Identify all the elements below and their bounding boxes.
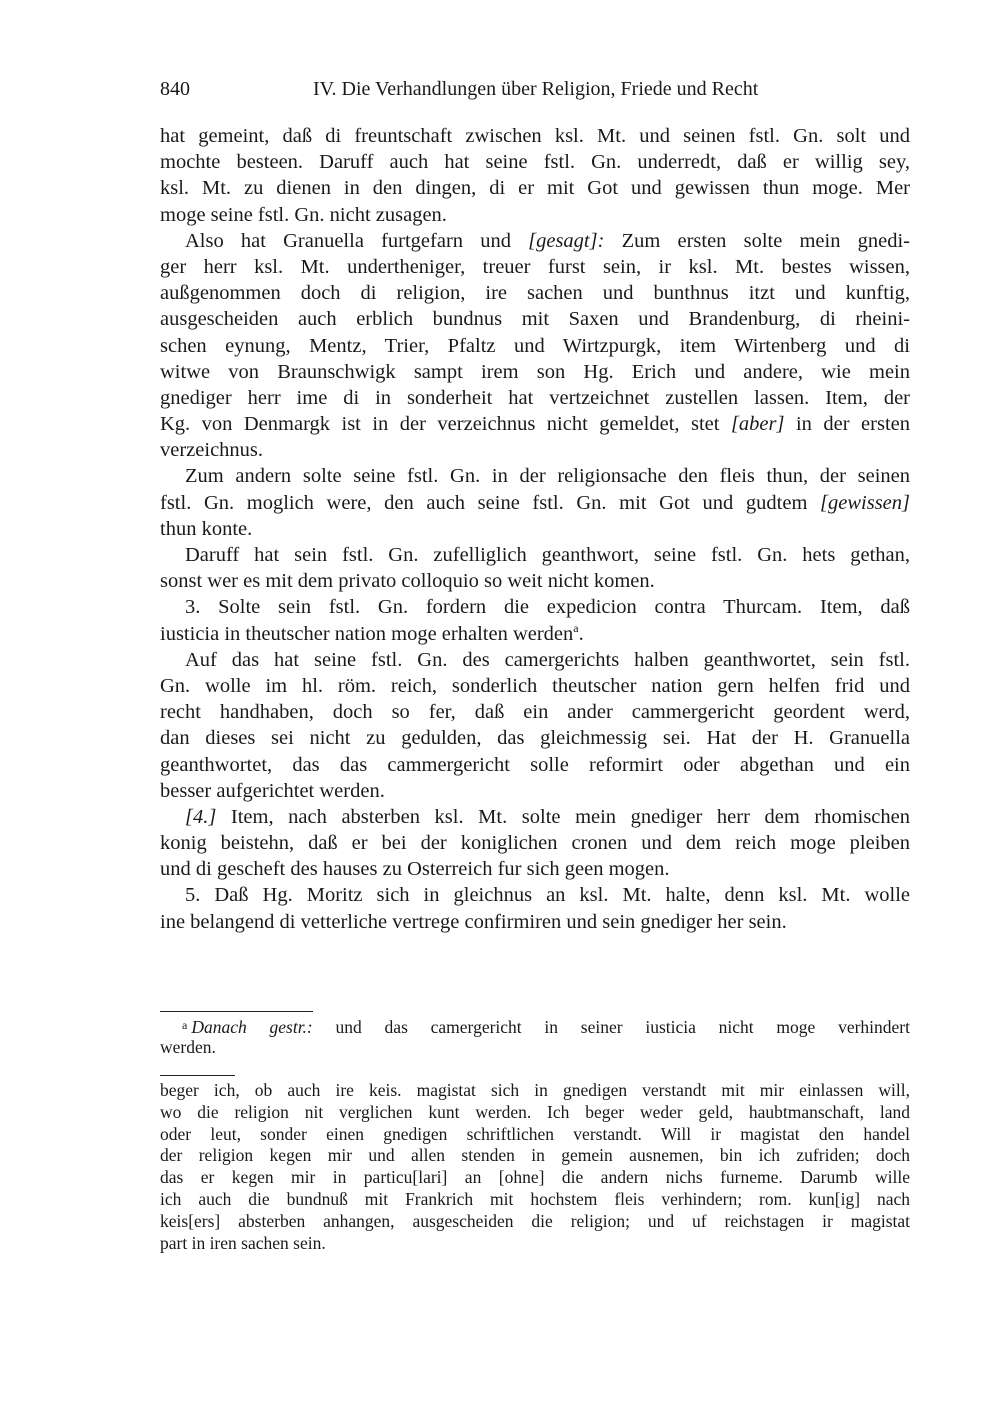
text-line [160, 752, 910, 778]
text-line [160, 490, 910, 516]
text-segment: Kg. von Denmargk ist in der verzeichnus nicht gemeldet, stet [160, 413, 731, 436]
footnote-label: Danach gestr.: [191, 1017, 313, 1037]
footnote-text: und das camergericht in seiner iusticia nicht moge verhindert [312, 1017, 910, 1037]
continuation-line: keis[ers] absterben anhangen, ausgescheiden die religion; und uf reichstagen ir magistat [160, 1210, 910, 1231]
text-segment: Item, nach absterben ksl. Mt. solte mein gnediger herr dem rhomischen [216, 805, 910, 828]
continuation-rule [160, 1075, 235, 1076]
text-line [160, 725, 910, 751]
text-segment: dan dieses sei nicht zu gedulden, das gleichmessig sei. Hat der H. Granuella [160, 727, 910, 750]
text-line [160, 621, 910, 647]
continuation-line: wo die religion nit verglichen kunt werden. Ich beger weder geld, haubtmanschaft, land [160, 1101, 910, 1122]
main-text [160, 123, 910, 935]
text-segment: verzeichnus. [160, 439, 264, 462]
text-line [160, 778, 910, 804]
text-segment: hat gemeint, daß di freuntschaft zwischen ksl. Mt. und seinen fstl. Gn. solt und [160, 125, 910, 147]
text-segment: sonst wer es mit dem privato colloquio so weit nicht komen. [160, 570, 655, 593]
text-segment: ine belangend di vetterliche vertrege confirmiren und sein gnediger her sein. [160, 910, 787, 933]
footnote-line: werden. [160, 1037, 216, 1057]
editorial-insertion: [gesagt]: [528, 229, 605, 252]
text-segment: moge seine fstl. Gn. nicht zusagen. [160, 203, 447, 226]
text-line [160, 202, 910, 228]
text-line [160, 411, 910, 437]
text-line [160, 333, 910, 359]
editorial-insertion: [gewissen] [820, 491, 910, 514]
text-line [160, 909, 910, 935]
text-line [160, 228, 910, 254]
editorial-insertion: [aber] [730, 413, 785, 436]
text-segment: recht handhaben, doch so fer, daß ein ander cammergericht geordent werd, [160, 701, 910, 724]
footnote-line [160, 1014, 910, 1036]
text-line [160, 306, 910, 332]
text-segment: Auf das hat seine fstl. Gn. des camergerichts halben geanthwortet, sein fstl. [185, 648, 910, 671]
text-line [160, 568, 910, 594]
text-segment: Daruff hat sein fstl. Gn. zufelliglich geanthwort, seine fstl. Gn. hets gethan, [185, 544, 910, 566]
text-segment: geanthwortet, das das cammergericht solle reformirt oder abgethan und ein [160, 753, 910, 776]
text-segment: Zum andern solte seine fstl. Gn. in der religionsache den fleis thun, der seinen [185, 465, 910, 488]
footnote-mark: a [182, 1018, 188, 1032]
text-segment: 3. Solte sein fstl. Gn. fordern die expedicion contra Thurcam. Item, daß [185, 596, 910, 619]
continuation-line: ich auch die bundnuß mit Frankrich mit hochstem fleis verhindern; rom. kun[ig] nach [160, 1188, 910, 1209]
editorial-insertion: [4.] [185, 805, 217, 828]
text-line [160, 856, 910, 882]
continuation-line: beger ich, ob auch ire keis. magistat sich in gnedigen verstandt mit mir einlassen will, [160, 1080, 910, 1100]
text-segment: in der ersten [784, 413, 910, 436]
footnote-rule [160, 1011, 313, 1012]
footnote-reference[interactable]: a [573, 620, 579, 635]
text-line [160, 437, 910, 463]
text-segment: Gn. wolle im hl. röm. reich, sonderlich theutscher nation gern helfen frid und [160, 674, 910, 697]
text-line [160, 280, 910, 306]
text-line [160, 594, 910, 620]
text-segment: 5. Daß Hg. Moritz sich in gleichnus an ksl. Mt. halte, denn ksl. Mt. wolle [185, 884, 910, 907]
continued-footnote-text [160, 1080, 910, 1254]
text-segment: konig beistehn, daß er bei der koniglichen cronen und dem reich moge pleiben [160, 832, 910, 855]
text-line [160, 882, 910, 908]
text-line [160, 385, 910, 411]
text-line [160, 516, 910, 542]
text-line [160, 673, 910, 699]
text-segment: witwe von Braunschwigk sampt irem son Hg. Erich und andere, wie mein [160, 360, 910, 383]
text-segment: Also hat Granuella furtgefarn und [185, 229, 529, 252]
text-line [160, 542, 910, 568]
continuation-line: part in iren sachen sein. [160, 1232, 326, 1253]
text-segment: außgenommen doch di religion, ire sachen und bunthnus itzt und kunftig, [160, 282, 910, 305]
page-number: 840 [160, 78, 190, 100]
text-segment: mochte besteen. Daruff auch hat seine fstl. Gn. underredt, daß er willig sey, [160, 151, 910, 174]
text-segment: ausgescheiden auch erblich bundnus mit Saxen und Brandenburg, di rheini- [160, 308, 910, 331]
text-segment: ksl. Mt. zu dienen in den dingen, di er mit Got und gewissen thun moge. Mer [160, 177, 910, 200]
text-segment: fstl. Gn. moglich were, den auch seine fstl. Gn. mit Got und gudtem [160, 491, 821, 514]
text-segment: thun konte. [160, 517, 253, 540]
text-line [160, 149, 910, 175]
text-line [160, 830, 910, 856]
text-segment: gnediger herr ime di in sonderheit hat vertzeichnet zustellen lassen. Item, der [160, 386, 910, 409]
footnote-a [160, 1014, 910, 1058]
text-segment: besser aufgerichtet werden. [160, 779, 385, 802]
text-segment: iusticia in theutscher nation moge erhalten werden [160, 622, 574, 645]
text-segment: Zum ersten solte mein gnedi- [604, 229, 911, 252]
text-segment: . [578, 622, 584, 645]
text-line [160, 647, 910, 673]
continuation-line: das er kegen mir in particu[lari] an [ohne] die andern nichs furneme. Darumb wille [160, 1167, 910, 1188]
text-line [160, 699, 910, 725]
text-line [160, 359, 910, 385]
text-segment: und di gescheft des hauses zu Osterreich fur sich geen mogen. [160, 858, 670, 881]
text-line [160, 463, 910, 489]
text-segment: ger herr ksl. Mt. undertheniger, treuer furst sein, ir ksl. Mt. bestes wissen, [160, 255, 910, 278]
text-line [160, 804, 910, 830]
running-title: IV. Die Verhandlungen über Religion, Friede und Recht [313, 78, 759, 100]
continuation-line: der religion kegen mir und allen stenden in gemein ausnemen, bin ich zufriden; doch [160, 1145, 910, 1166]
text-line [160, 123, 910, 149]
text-segment: schen eynung, Mentz, Trier, Pfaltz und Wirtzpurgk, item Wirtenberg und di [160, 334, 910, 357]
text-line [160, 254, 910, 280]
continuation-line: oder leut, sonder einen gnedigen schriftlichen verstandt. Will ir magistat den handel [160, 1123, 910, 1144]
text-line [160, 175, 910, 201]
